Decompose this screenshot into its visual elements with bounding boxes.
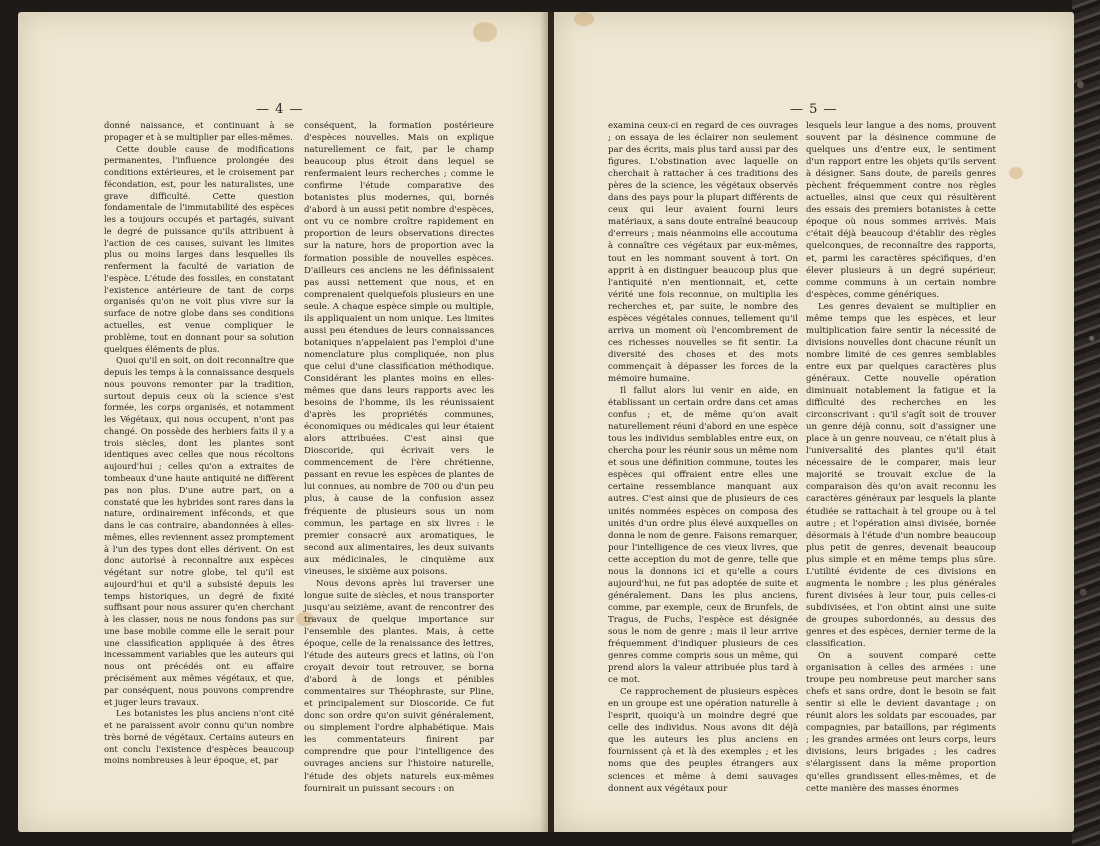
paper-stain (473, 22, 497, 42)
paragraph: donné naissance, et continuant à se propager et à se multiplier par elles-mêmes. (104, 120, 294, 142)
paragraph: Ce rapprochement de plusieurs espèces en un groupe est une opération naturelle à l'esprit, quoiqu'à un moindre degré que celle des individus. Nous avons dit déjà que les auteurs les plus anciens en fournissent çà et là des exemples ; et les noms que des peuples étrangers aux sciences et même à demi sauvages donnent aux végétaux pour (608, 687, 798, 794)
marbled-cover-edge (1072, 0, 1100, 846)
paragraph: Quoi qu'il en soit, on doit reconnaître que depuis les temps à la connaissance desquels nous pouvons remonter par la tradition, surtout depuis ceux où la science s'est formée, les corps organisés, et notamment les Végétaux, qui nous occupent, n'ont pas changé. On possède des herbiers faits il y a trois siècles, dont les plantes sont identiques avec celles que nous récoltons aujourd'hui ; celles qu'on a extraites de tombeaux d'une haute antiquité ne diffèrent pas non plus. D'une autre part, on a constaté que les hybrides sont rares dans la nature, ordinairement inféconds, et que dans le cas contraire, abandonnées à elles-mêmes, elles reviennent assez promptement à l'un des types dont elles dérivent. On est donc autorisé à reconnaître aux espèces végétant sur notre globe, tel qu'il est aujourd'hui et qu'il a subsisté depuis les temps historiques, un degré de fixité suffisant pour nous assurer qu'en cherchant à les classer, nous ne nous fondons pas sur une base mobile comme elle le serait pour une classification appliquée à des êtres incessamment variables que les auteurs qui nous ont précédés ont eu affaire précisément aux mêmes végétaux, et que, par conséquent, nous pouvons comprendre et juger leurs travaux. (104, 355, 294, 707)
paragraph: lesquels leur langue a des noms, prouvent souvent par la désinence commune de quelques uns d'entre eux, le sentiment d'un rapport entre les objets qu'ils servent à désigner. Sans doute, de pareils genres pèchent fréquemment contre nos règles actuelles, ainsi que ceux qui résultèrent des essais des premiers botanistes à cette époque où nous sommes arrivés. Mais c'était déjà beaucoup d'établir des règles quelconques, de reconnaître des rapports, et, parmi les caractères spécifiques, d'en élever plusieurs à un degré supérieur, comme communs à un certain nombre d'espèces, comme génériques. (806, 121, 996, 300)
text-column-left-2 (304, 120, 494, 795)
paragraph: examina ceux-ci en regard de ces ouvrages ; on essaya de les éclairer non seulement par des écrits, mais plus tard aussi par des figures. L'obstination avec laquelle on cherchait à rattacher à ces traditions des pères de la science, les végétaux observés dans des pays pour la plupart différents de ceux qui leur avaient fourni leurs matériaux, a sans doute entraîné beaucoup d'erreurs ; mais néanmoins elle accoutuma à connaître ces végétaux par eux-mêmes, tout en les nommant souvent à tort. On apprit à en distinguer beaucoup plus que l'antiquité n'en mentionnait, et, cette vérité une fois reconnue, on multiplia les recherches et, par suite, le nombre des espèces végétales connues, tellement qu'il arriva un moment où l'encombrement de ces richesses nouvelles se fit sentir. La diversité des choses et des mots commençait à dépasser les forces de la mémoire humaine. (608, 121, 798, 384)
text-column-right-2 (806, 120, 996, 795)
right-page (554, 12, 1074, 832)
page-number: — 4 — (256, 102, 304, 117)
left-page (18, 12, 548, 832)
paper-stain (1009, 167, 1023, 179)
paragraph: conséquent, la formation postérieure d'espèces nouvelles. Mais on explique naturellement ce fait, par le champ beaucoup plus étroit dans lequel se renfermaient leurs recherches ; comme le confirme l'étude comparative des botanistes plus modernes, qui, bornés d'abord à un aussi petit nombre d'espèces, ont vu ce nombre croître rapidement en proportion de leurs observations directes sur la nature, hors de proportion avec la formation possible de nouvelles espèces. D'ailleurs ces anciens ne les définissaient pas aussi nettement que nous, et en comprenaient quelquefois plusieurs en une seule. A chaque espèce simple ou multiple, ils appliquaient un nom unique. Les limites aussi peu étendues de leurs connaissances botaniques n'appelaient pas l'emploi d'une nomenclature plus compliquée, non plus que celui d'une classification méthodique. Considérant les plantes moins en elles-mêmes que dans leurs rapports avec les besoins de l'homme, ils les réunissaient d'après les propriétés communes, économiques ou médicales qui leur étaient alors attribuées. C'est ainsi que Dioscoride, qui écrivait vers le commencement de l'ère chrétienne, passant en revue les espèces de plantes de lui connues, au nombre de 700 ou d'un peu plus, à cause de la confusion assez fréquente de plusieurs sous un nom commun, les partage en six livres : le premier consacré aux aromatiques, le second aux alimentaires, les deux suivants aux médicinales, le cinquième aux vineuses, le sixième aux poisons. (304, 121, 494, 577)
paragraph: Les botanistes les plus anciens n'ont cité et ne paraissent avoir connu qu'un nombre très borné de végétaux. Certains auteurs en ont conclu l'existence d'espèces beaucoup moins nombreuses à leur époque, et, par (104, 708, 294, 766)
paragraph: Cette double cause de modifications permanentes, l'influence prolongée des conditions extérieures, et le croisement par fécondation, est, pour les naturalistes, une grave difficulté. Cette question fondamentale de l'immutabilité des espèces les a toujours occupés et partagés, suivant le degré de puissance qu'ils attribuent à l'action de ces causes, suivant les limites plus ou moins larges dans lesquelles ils renferment la faculté de variation de l'espèce. L'étude des fossiles, en constatant l'existence antérieure de tant de corps organisés qu'on ne voit plus vivre sur la surface de notre globe dans ses conditions actuelles, est venue compliquer le problème, tout en donnant pour sa solution quelques éléments de plus. (104, 143, 294, 354)
text-column-right-1 (608, 120, 798, 795)
page-number: — 5 — (790, 102, 838, 117)
paragraph: Il fallut alors lui venir en aide, en établissant un certain ordre dans cet amas confus ; et, de même qu'on avait naturellement réuni d'abord en une espèce tous les individus semblables entre eux, on chercha pour les réunir sous un même nom et sous une définition commune, toutes les espèces qui offraient entre elles une certaine ressemblance manquant aux autres. C'est ainsi que de plusieurs de ces unités nommées espèces on composa des unités d'un ordre plus élevé auxquelles on donna le nom de genre. Faisons remarquer, pour l'intelligence de ces vieux livres, que cette acception du mot de genre, telle que nous la donnons ici et qu'elle a cours aujourd'hui, ne fut pas adoptée de suite et généralement. Dans les plus anciens, comme, par exemple, ceux de Brunfels, de Tragus, de Fuchs, l'espèce est désignée sous le nom de genre ; mais il leur arrive fréquemment d'indiquer plusieurs de ces genres comme compris sous un même, qui prend alors la valeur attribuée plus tard à ce mot. (608, 386, 798, 686)
text-column-left-1 (104, 120, 294, 767)
paper-stain (574, 12, 594, 26)
paragraph: On a souvent comparé cette organisation à celles des armées : une troupe peu nombreuse peut marcher sans chefs et sans ordre, dont le besoin se fait sentir si elle le devient davantage ; on réunit alors les soldats par escouades, par compagnies, par bataillons, par régiments ; les grandes armées ont leurs corps, leurs divisions, leurs brigades ; les cadres s'élargissent dans la même proportion qu'elles grandissent elles-mêmes, et de cette manière des masses énormes (806, 651, 996, 794)
paragraph: Nous devons après lui traverser une longue suite de siècles, et nous transporter jusqu'au seizième, avant de rencontrer des travaux de quelque importance sur l'ensemble des plantes. Mais, à cette époque, celle de la renaissance des lettres, l'étude des auteurs grecs et latins, où l'on croyait devoir tout retrouver, se borna d'abord à de longs et pénibles commentaires sur Théophraste, sur Pline, et principalement sur Dioscoride. Ce fut donc son ordre qu'on suivit généralement, ou simplement l'ordre alphabétique. Mais les commentateurs finirent par comprendre que pour l'intelligence des ouvrages anciens sur l'histoire naturelle, l'étude des objets naturels eux-mêmes fournirait un puissant secours : on (304, 578, 494, 794)
paragraph: Les genres devaient se multiplier en même temps que les espèces, et leur multiplication faire sentir la nécessité de divisions nouvelles dont chacune réunît un nombre limité de ces genres semblables entre eux par quelques caractères plus généraux. Cette nouvelle opération diminuait notablement la fatigue et la difficulté des recherches en les circonscrivant : qu'il s'agît soit de trouver un genre déjà connu, soit d'assigner une place à un genre nouveau, ce n'était plus à l'universalité des plantes qu'il était nécessaire de le comparer, mais leur majorité se trouvait exclue de la comparaison dès qu'on avait reconnu les caractères généraux par lesquels la plante étudiée se rattachait à tel groupe ou à tel autre ; et l'opération ainsi divisée, bornée désormais à l'étude d'un nombre beaucoup plus petit de genres, devenait beaucoup plus simple et en même temps plus sûre. L'utilité évidente de ces divisions en augmenta le nombre ; les plus générales furent divisées à leur tour, puis celles-ci subdivisées, et l'on obtint ainsi une suite de groupes subordonnés, au dessus des genres et des espèces, dernier terme de la classification. (806, 301, 996, 650)
